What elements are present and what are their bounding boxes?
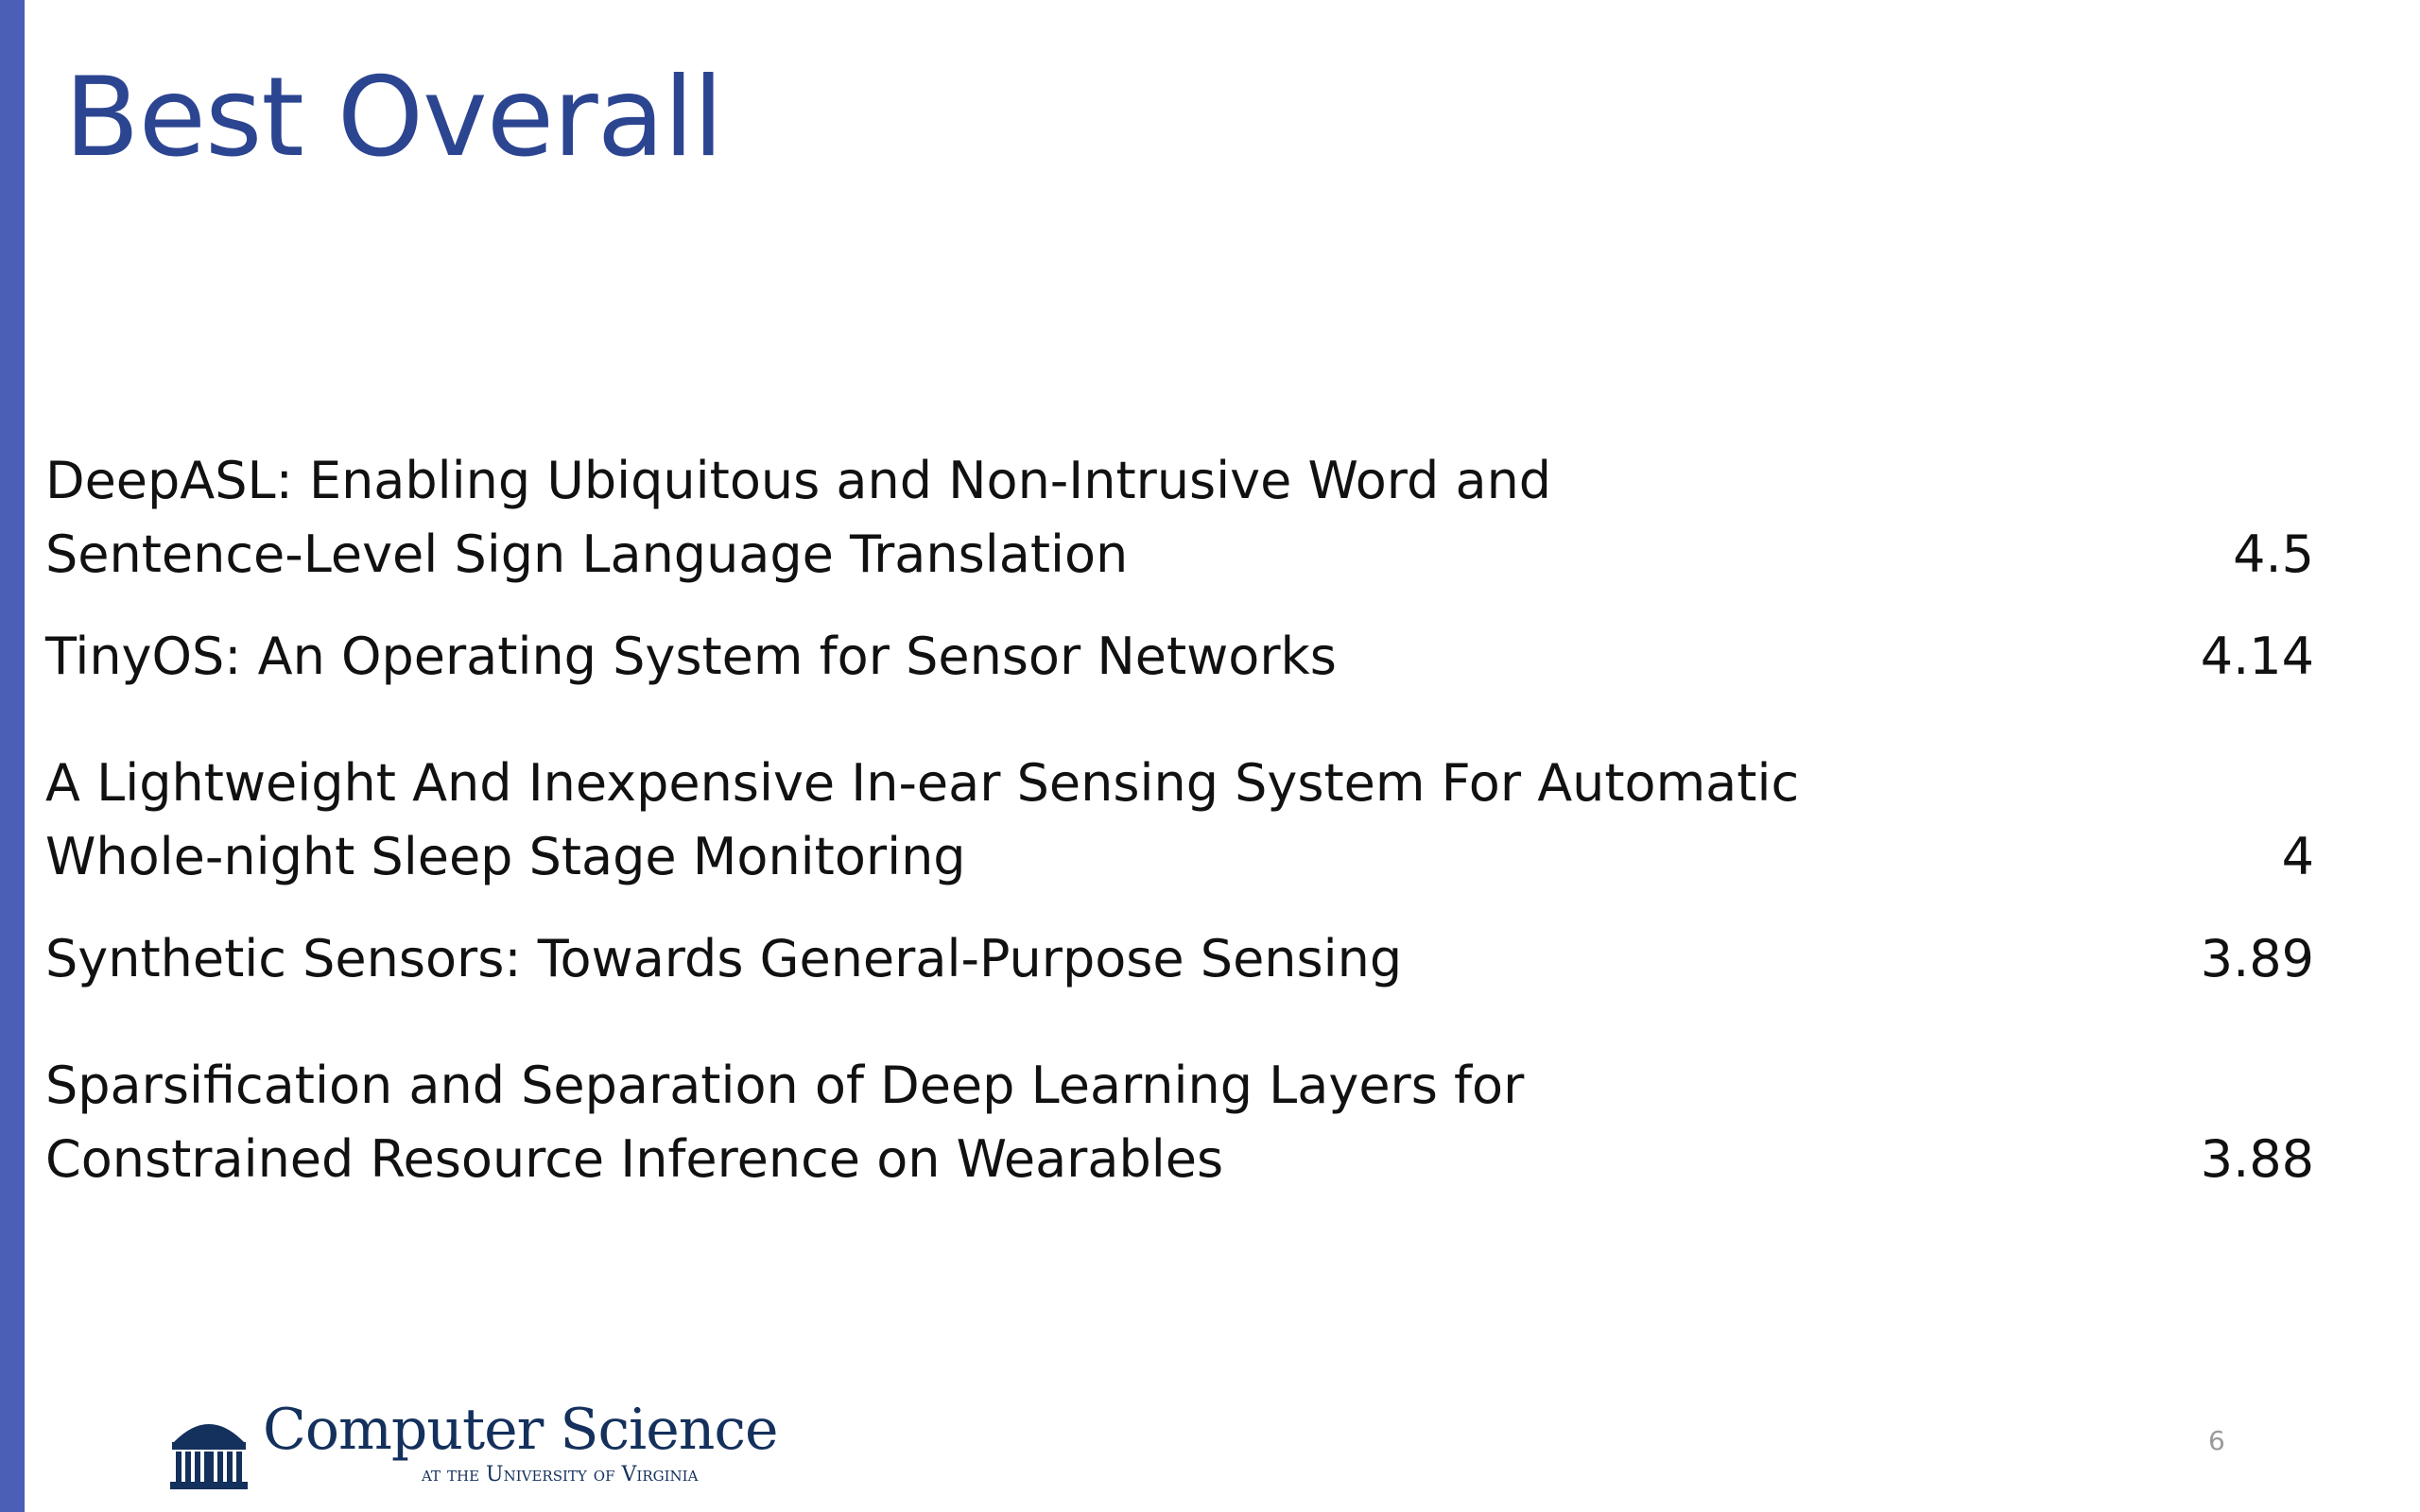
paper-title-line: Whole-night Sleep Stage Monitoring: [45, 827, 966, 886]
paper-row: [45, 444, 2314, 592]
paper-score: 3.89: [2200, 929, 2314, 988]
paper-row: [45, 620, 2314, 694]
paper-score: 4: [2281, 827, 2314, 886]
paper-title-line: Sparsification and Separation of Deep Learning Layers for: [45, 1056, 1525, 1115]
page-number: 6: [2208, 1425, 2225, 1456]
accent-bar: [0, 0, 25, 1512]
logo-name: Computer Science: [263, 1397, 778, 1463]
paper-list: [45, 444, 2314, 1219]
paper-row: [45, 747, 2314, 894]
paper-title: [45, 747, 1983, 894]
paper-title-line: TinyOS: An Operating System for Sensor Networks: [45, 627, 1337, 686]
paper-row: [45, 922, 2314, 996]
uva-cs-logo: [168, 1397, 778, 1503]
rotunda-icon: [168, 1404, 250, 1491]
paper-title-line: A Lightweight And Inexpensive In-ear Sensing System For Automatic: [45, 753, 1800, 813]
slide-title: Best Overall: [64, 54, 723, 181]
logo-subtitle: at the University of Virginia: [422, 1463, 699, 1486]
paper-title: [45, 1049, 1983, 1196]
paper-title-line: DeepASL: Enabling Ubiquitous and Non-Intrusive Word and: [45, 451, 1552, 510]
paper-score: 4.14: [2200, 627, 2314, 686]
paper-title-line: Constrained Resource Inference on Wearables: [45, 1129, 1224, 1189]
paper-score: 4.5: [2233, 524, 2314, 584]
paper-title-line: Synthetic Sensors: Towards General-Purpose Sensing: [45, 929, 1403, 988]
paper-title: [45, 922, 1983, 996]
paper-score: 3.88: [2200, 1129, 2314, 1189]
paper-title-line: Sentence-Level Sign Language Translation: [45, 524, 1129, 584]
paper-title: [45, 620, 1983, 694]
paper-title: [45, 444, 1983, 592]
paper-row: [45, 1049, 2314, 1196]
